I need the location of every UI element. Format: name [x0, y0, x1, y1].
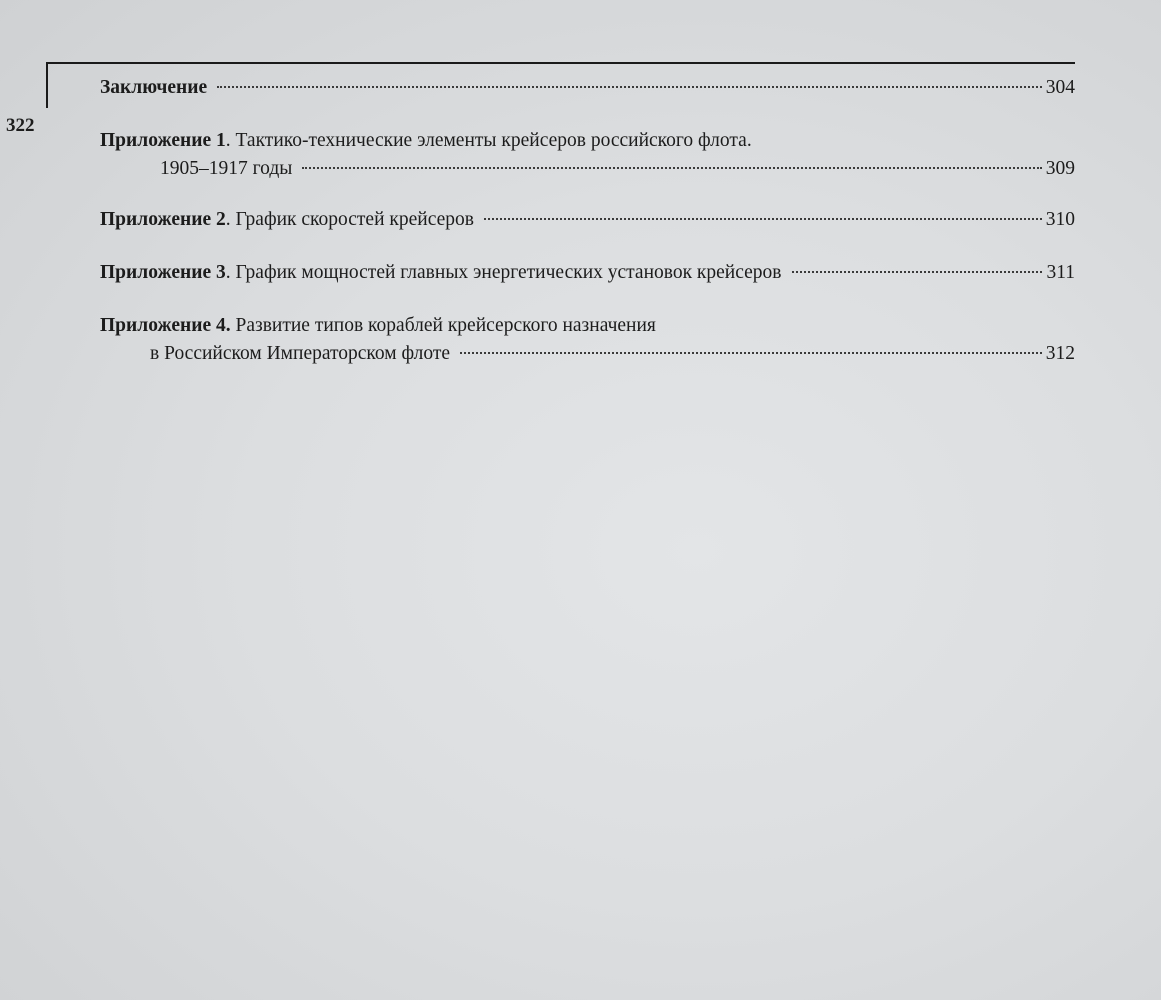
toc-entry-title: . График скоростей крейсеров — [225, 209, 474, 230]
toc-entry-label: Приложение 1 — [100, 130, 226, 151]
toc-entry-page: 304 — [1045, 77, 1075, 98]
toc-entry-page: 310 — [1045, 209, 1075, 230]
toc-entry-page: 312 — [1045, 343, 1075, 364]
toc-entry-label: Приложение 3 — [100, 262, 226, 283]
toc-entry-continuation: в Российском Императорском флоте — [150, 343, 451, 364]
toc-entry-label: Приложение 4. — [100, 315, 231, 336]
toc-entry-appendix-4 — [100, 312, 1075, 368]
toc-entry-label: Приложение 2 — [100, 209, 226, 230]
toc-entry-continuation: 1905–1917 годы — [160, 158, 293, 179]
page-number: 322 — [6, 115, 35, 136]
toc-entry-title: . График мощностей главных энергетических установок крейсеров — [225, 262, 782, 283]
toc-entry-title: Развитие типов кораблей крейсерского назначения — [230, 315, 656, 336]
dot-leader — [217, 86, 1042, 88]
toc-entry-label: Заключение — [100, 77, 208, 98]
header-rule — [46, 62, 1075, 64]
dot-leader — [792, 271, 1043, 273]
dot-leader — [484, 218, 1042, 220]
toc-entry-title: . Тактико-технические элементы крейсеров российского флота. — [225, 130, 752, 151]
toc-entry-appendix-3 — [100, 259, 1075, 287]
toc-entry-page: 309 — [1045, 158, 1075, 179]
dot-leader — [302, 167, 1041, 169]
toc-entry-page: 311 — [1046, 262, 1075, 283]
toc-entry-appendix-2 — [100, 206, 1075, 234]
toc-entry-appendix-1 — [100, 127, 1075, 183]
toc-entry-conclusion — [100, 74, 1075, 102]
dot-leader — [460, 352, 1042, 354]
margin-rule — [46, 62, 48, 108]
